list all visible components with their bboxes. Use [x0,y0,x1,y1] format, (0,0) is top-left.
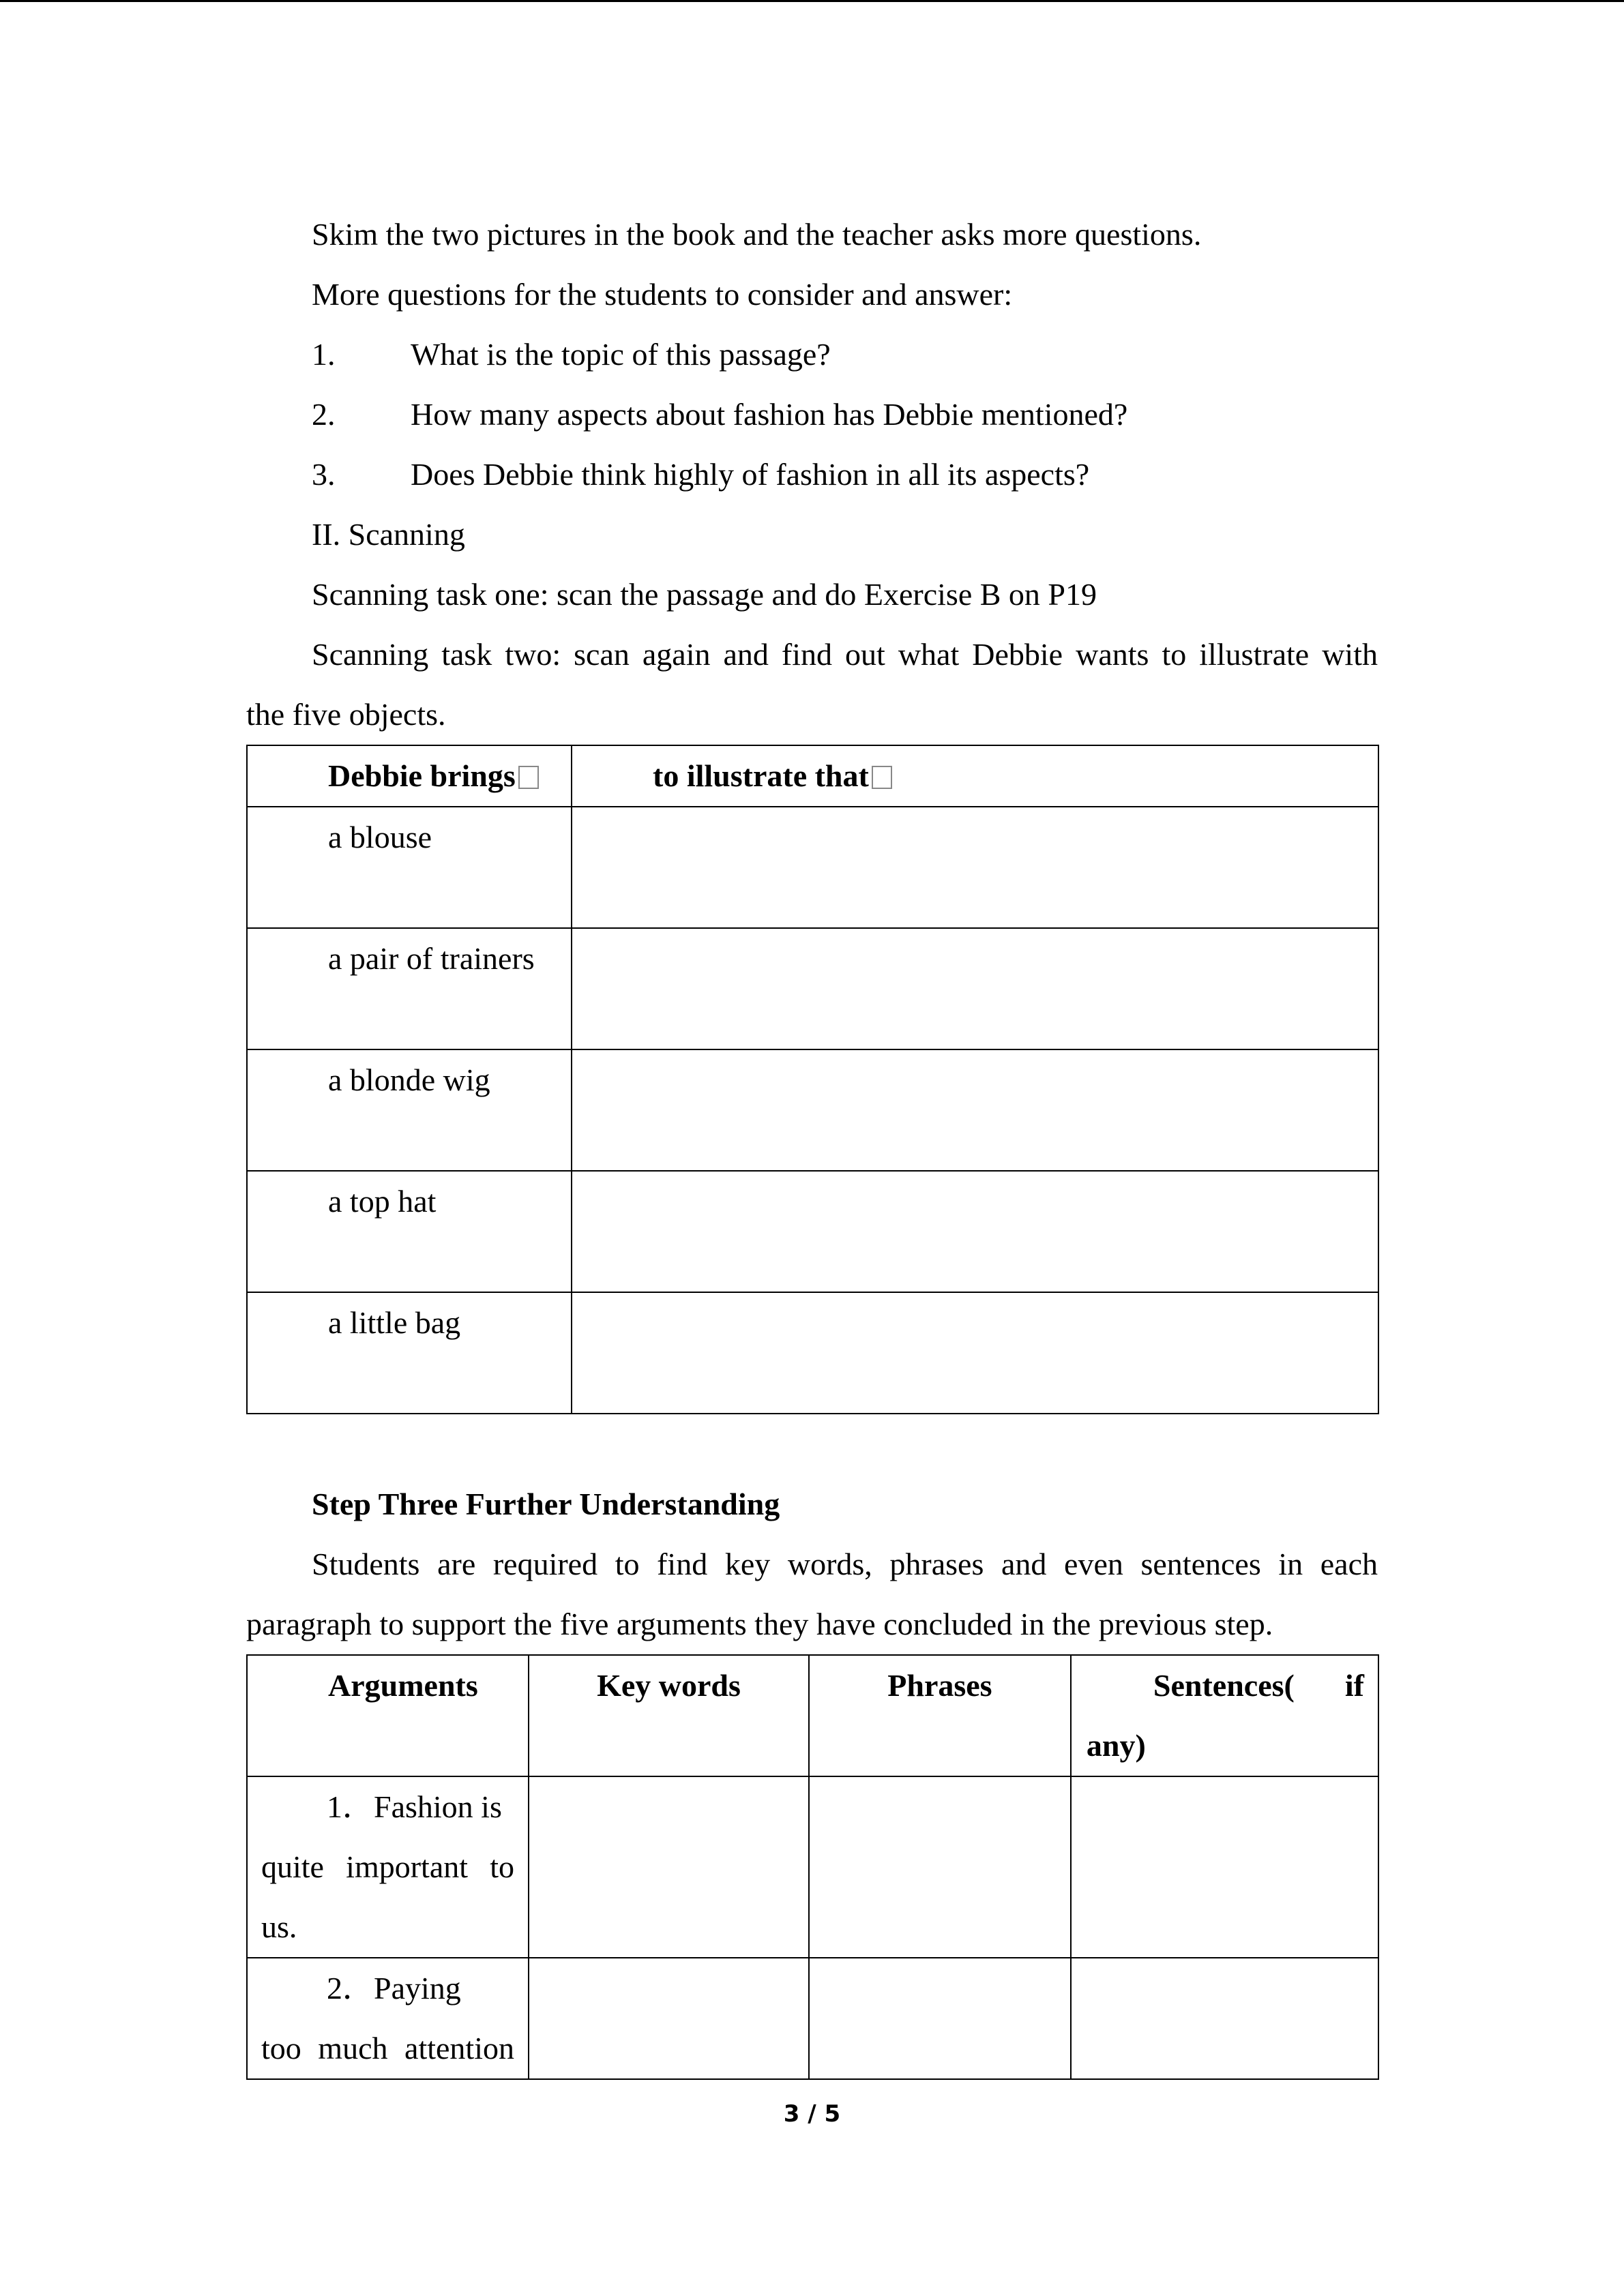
header-phrases: Phrases [809,1655,1071,1776]
question-number: 2. [312,397,336,432]
question-text: Does Debbie think highly of fashion in all its aspects? [411,457,1090,492]
arguments-table [246,1654,1379,2080]
header-debbie-brings-label: Debbie brings [328,758,516,793]
question-number: 1. [312,337,336,372]
intro-line-2: More questions for the students to consider and answer: [312,277,1013,312]
question-item [246,385,1378,445]
scanning-task-two-line1: Scanning task two: scan again and find out what Debbie wants to illustrate with [312,637,1378,672]
table-row [247,1171,1378,1292]
question-text: What is the topic of this passage? [411,337,831,372]
sentences-cell[interactable] [1071,1776,1378,1958]
intro-line-1: Skim the two pictures in the book and the teacher asks more questions. [312,217,1202,252]
objects-table [246,745,1379,1414]
key-words-cell[interactable] [529,1958,809,2079]
object-label: a blonde wig [328,1062,490,1097]
section-spacer [246,1414,1378,1474]
phrases-cell[interactable] [809,1776,1071,1958]
table-row [247,807,1378,928]
question-item [246,325,1378,385]
object-label: a blouse [328,820,432,854]
scanning-task-two-line2: the five objects. [246,697,446,732]
object-cell [247,1292,572,1414]
argument-cell [247,1776,529,1958]
argument-line: quite important to [261,1849,514,1884]
illustrate-cell[interactable] [572,807,1378,928]
header-sentences [1071,1655,1378,1776]
placeholder-box-icon [518,766,539,789]
step-three-title: Step Three Further Understanding [312,1487,780,1521]
question-text: How many aspects about fashion has Debbie mentioned? [411,397,1128,432]
object-label: a top hat [328,1184,437,1219]
table-row [247,928,1378,1049]
objects-table-header [247,745,1378,807]
header-arguments: Arguments [247,1655,529,1776]
object-cell [247,807,572,928]
question-number: 3. [312,457,336,492]
argument-cell [247,1958,529,2079]
table-row [247,1776,1378,1958]
question-item [246,445,1378,505]
document-body [246,205,1378,2080]
placeholder-box-icon [872,766,892,789]
scanning-heading: II. Scanning [312,517,465,552]
header-key-words: Key words [529,1655,809,1776]
header-sentences-part3: any) [1086,1728,1146,1763]
object-cell [247,1171,572,1292]
object-label: a pair of trainers [328,941,535,976]
top-border-line [0,0,1624,2]
illustrate-cell[interactable] [572,1171,1378,1292]
argument-line: 2．Paying [327,1971,461,2006]
header-debbie-brings [247,745,572,807]
object-label: a little bag [328,1305,461,1340]
scanning-task-one: Scanning task one: scan the passage and do Exercise B on P19 [312,577,1097,612]
step-three-desc-line2: paragraph to support the five arguments they have concluded in the previous step. [246,1607,1273,1641]
key-words-cell[interactable] [529,1776,809,1958]
table-row [247,1049,1378,1171]
header-sentences-part1: Sentences( [1153,1668,1295,1703]
argument-line: 1．Fashion is [327,1789,502,1824]
table-row [247,1958,1378,2079]
illustrate-cell[interactable] [572,1049,1378,1171]
header-sentences-part2: if [1344,1668,1364,1703]
arguments-table-header [247,1655,1378,1776]
header-to-illustrate [572,745,1378,807]
illustrate-cell[interactable] [572,1292,1378,1414]
object-cell [247,1049,572,1171]
phrases-cell[interactable] [809,1958,1071,2079]
argument-line: us. [261,1909,297,1944]
object-cell [247,928,572,1049]
page-number: 3 / 5 [783,2100,841,2128]
illustrate-cell[interactable] [572,928,1378,1049]
argument-line: too much attention [261,2031,514,2066]
table-row [247,1292,1378,1414]
sentences-cell[interactable] [1071,1958,1378,2079]
header-to-illustrate-label: to illustrate that [653,758,869,793]
step-three-desc-line1: Students are required to find key words, phrases and even sentences in each [312,1547,1378,1581]
